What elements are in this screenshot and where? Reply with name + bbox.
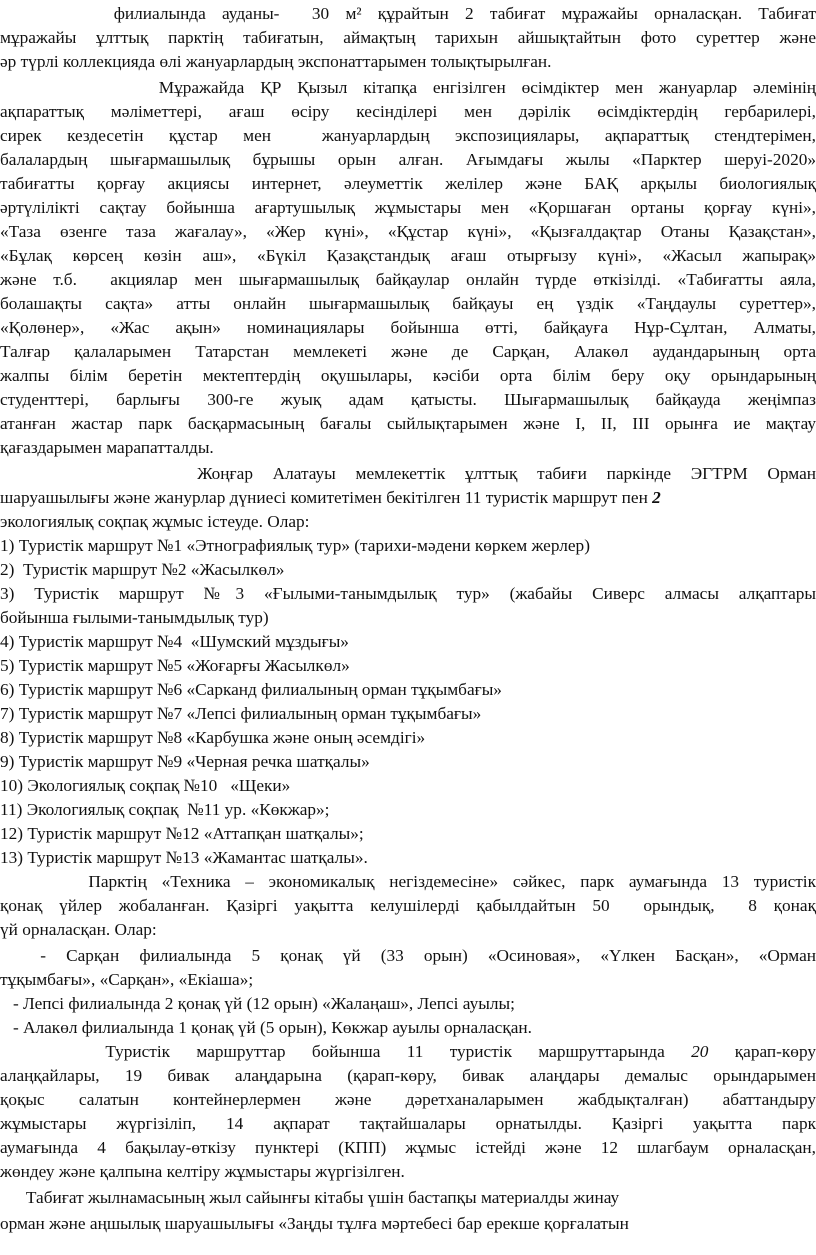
paragraph-text: шаруашылығы және жанурлар дүниесі комитетімен бекітілген 11 туристік маршрут пен [0, 488, 653, 507]
bullet-item: - Алакөл филиалында 1 қонақ үй (5 орын), Көкжар ауылы орналасқан. [0, 1018, 532, 1037]
list-item: 11) Экологиялық соқпақ №11 ур. «Көкжар»; [0, 800, 330, 819]
bullet-item: тұқымбағы», «Сарқан», «Екіаша»; [0, 970, 254, 989]
paragraph-line: қоқыс салатын контейнерлермен және дәретханаларымен жабдықталған) абаттандыру [0, 1090, 816, 1109]
paragraph-line: Талғар қалаларымен Татарстан мемлекеті және де Сарқан, Алакөл аудандарының орта [0, 342, 816, 361]
paragraph-line: болашақты сақта» атты онлайн шығармашылық байқауы ең үздік «Таңдаулы суреттер», [0, 294, 816, 313]
paragraph-line: жөндеу және қалпына келтіру жұмыстары жүргізілген. [0, 1162, 405, 1181]
paragraph-line: «Қолөнер», «Жас ақын» номинациялары бойынша өтті, байқауға Нұр-Сұлтан, Алматы, [0, 318, 816, 337]
paragraph-line: Табиғат жылнамасының жыл сайынғы кітабы үшін бастапқы материалды жинау [0, 1188, 620, 1207]
paragraph-line: және т.б. акциялар мен шығармашылық байқаулар онлайн түрде өткізілді. «Табиғатты аяла, [0, 270, 816, 289]
paragraph-line: аумағында 4 бақылау-өткізу пунктері (КПП) жұмыс істейді және 12 шлагбаум орналасқан, [0, 1138, 816, 1157]
list-item: 13) Туристік маршрут №13 «Жамантас шатқалы». [0, 848, 368, 867]
paragraph-line: үй орналасқан. Олар: [0, 920, 157, 939]
paragraph-line: Парктің «Техника – экономикалық негіздемесіне» сәйкес, парк аумағында 13 туристік [0, 872, 816, 891]
list-item: 3) Туристік маршрут №3 «Ғылыми-танымдылық тур» (жабайы Сиверс алмасы алқаптары [0, 584, 816, 603]
paragraph-line: студенттері, барлығы 300-ге жуық адам қатысты. Шығармашылық байқауда жеңімпаз [0, 390, 816, 409]
list-item: 1) Туристік маршрут №1 «Этнографиялық тур» (тарихи-мәдени көркем жерлер) [0, 536, 590, 555]
list-item: 9) Туристік маршрут №9 «Черная речка шатқалы» [0, 752, 370, 771]
emphasized-number: 2 [652, 488, 661, 507]
paragraph-line: Мұражайда ҚР Қызыл кітапқа енгізілген өсімдіктер мен жануарлар әлемінің [0, 78, 816, 97]
list-item: бойынша ғылыми-танымдылық тур) [0, 608, 269, 627]
paragraph-line: алаңқайлары, 19 бивак алаңдарына (қарап-көру, бивак алаңдары демалыс орындарымен [0, 1066, 816, 1085]
list-item: 4) Туристік маршрут №4 «Шумский мұздығы» [0, 632, 349, 651]
bullet-item: - Лепсі филиалында 2 қонақ үй (12 орын) «Жалаңаш», Лепсі ауылы; [0, 994, 515, 1013]
paragraph-line: ақпараттық мәліметтері, ағаш өсіру кесінділері мен дәрілік өсімдіктердің гербарилері, [0, 102, 816, 121]
paragraph-line: қағаздарымен марапатталды. [0, 438, 214, 457]
paragraph-line: жұмыстары жүргізіліп, 14 ақпарат тақтайшалары орнатылды. Қазіргі уақытта парк [0, 1114, 816, 1133]
list-item: 7) Туристік маршрут №7 «Лепсі филиалының орман тұқымбағы» [0, 704, 482, 723]
list-item: 2) Туристік маршрут №2 «Жасылкөл» [0, 560, 285, 579]
paragraph-line [0, 486, 816, 510]
paragraph-line: экологиялық соқпақ жұмыс істеуде. Олар: [0, 512, 310, 531]
paragraph-line: қонақ үйлер жобаланған. Қазіргі уақытта келушілерді қабылдайтын 50 орындық, 8 қонақ [0, 896, 816, 915]
paragraph-line: сирек кездесетін құстар мен жануарлардың экспозициялары, ақпараттық стендтерімен, [0, 126, 816, 145]
paragraph-line: табиғатты қорғау акциясы интернет, әлеуметтік желілер және БАҚ арқылы биологиялық [0, 174, 816, 193]
list-item: 5) Туристік маршрут №5 «Жоғарғы Жасылкөл» [0, 656, 350, 675]
bullet-item: - Сарқан филиалында 5 қонақ үй (33 орын) «Осиновая», «Үлкен Басқан», «Орман [0, 946, 816, 965]
list-item: 8) Туристік маршрут №8 «Карбушка және оның әсемдігі» [0, 728, 426, 747]
paragraph-line: балалардың шығармашылық бұрышы орын алған. Ағымдағы жылы «Парктер шеруі-2020» [0, 150, 816, 169]
paragraph-text: қарап-көру [708, 1042, 816, 1061]
paragraph-line: «Бұлақ көрсең көзін аш», «Бүкіл Қазақстандық ағаш отырғызу күні», «Жасыл жапырақ» [0, 246, 816, 265]
paragraph-line: «Таза өзенге таза жағалау», «Жер күні», «Құстар күні», «Қызғалдақтар Отаны Қазақстан», [0, 222, 816, 241]
paragraph-line: мұражайы ұлттық парктің табиғатын, аймақтың тарихын айшықтайтын фото суреттер және [0, 28, 816, 47]
paragraph-line: әртүлілікті сақтау бойынша ағартушылық жұмыстары мен «Қоршаған ортаны қорғау күні», [0, 198, 816, 217]
paragraph-line [0, 1040, 816, 1064]
paragraph-line: атанған жастар парк басқармасының бағалы сыйлықтарымен және I, II, III орынға ие мақтау [0, 414, 816, 433]
paragraph-line: жалпы білім беретін мектептердің оқушылары, кәсіби орта білім беру оқу орындарының [0, 366, 816, 385]
paragraph-line: филиалында ауданы- 30 м² құрайтын 2 табиғат мұражайы орналасқан. Табиғат [0, 4, 816, 23]
paragraph-line: орман және аңшылық шаруашылығы «Заңды тұлға мәртебесі бар ерекше қорғалатын [0, 1214, 629, 1233]
paragraph-line: Жоңғар Алатауы мемлекеттік ұлттық табиғи паркінде ЭГТРМ Орман [0, 464, 816, 483]
list-item: 12) Туристік маршрут №12 «Аттапқан шатқалы»; [0, 824, 364, 843]
list-item: 10) Экологиялық соқпақ №10 «Щеки» [0, 776, 291, 795]
emphasized-number: 20 [691, 1042, 709, 1061]
list-item: 6) Туристік маршрут №6 «Сарканд филиалының орман тұқымбағы» [0, 680, 502, 699]
paragraph-text: Туристік маршруттар бойынша 11 туристік маршруттарында [0, 1042, 692, 1061]
paragraph-line: әр түрлі коллекцияда өлі жануарлардың экспонаттарымен толықтырылған. [0, 52, 552, 71]
